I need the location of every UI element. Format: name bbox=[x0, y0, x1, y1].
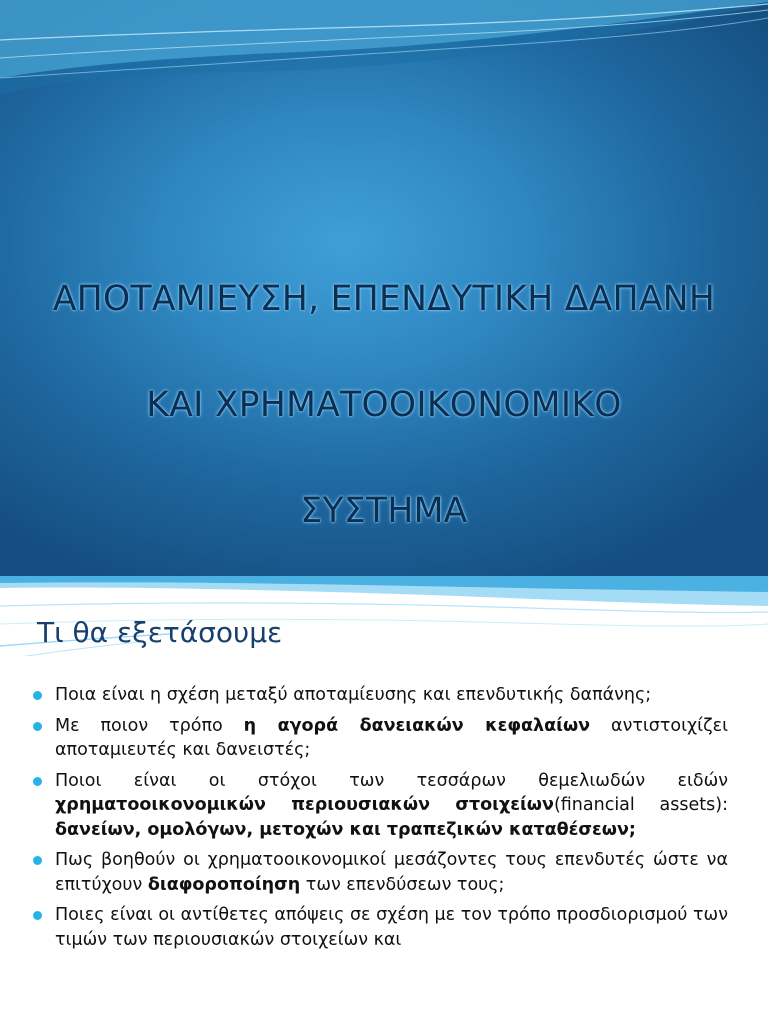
bullet-text: (financial assets): bbox=[553, 795, 728, 815]
bullet-dot-icon bbox=[33, 691, 42, 700]
title-line-2: ΚΑΙ ΧΡΗΜΑΤΟΟΙΚΟΝΟΜΙΚΟ bbox=[146, 385, 622, 425]
bullet-text: αντιστοιχίζει αποταμιευτές και δανειστές; bbox=[55, 715, 728, 760]
bullet-bold-text: διαφοροποίηση bbox=[147, 874, 301, 895]
title-line-1: ΑΠΟΤΑΜΙΕΥΣΗ, ΕΠΕΝΔΥΤΙΚΗ ΔΑΠΑΝΗ bbox=[52, 279, 716, 319]
bullet-item bbox=[32, 903, 728, 952]
slide-heading: Τι θα εξετάσουμε bbox=[37, 616, 283, 649]
bullet-text: των επενδύσεων τους; bbox=[300, 874, 505, 895]
bullet-bold-text: χρηματοοικονομικών περιουσιακών στοιχείων bbox=[55, 795, 554, 815]
bullet-text: Ποιοι είναι οι στόχοι των τεσσάρων θεμελιωδών ειδών bbox=[55, 770, 728, 791]
bullet-item bbox=[32, 848, 728, 897]
decorative-wave-top bbox=[0, 0, 768, 110]
bullet-item bbox=[32, 683, 728, 708]
bullet-dot-icon bbox=[33, 777, 42, 786]
bullet-item bbox=[32, 714, 728, 763]
bullet-text: Ποιες είναι οι αντίθετες απόψεις σε σχέση με τον τρόπο προσδιορισμού των τιμών των περιουσιακών στοιχείων και bbox=[55, 905, 728, 950]
bullet-text: Ποια είναι η σχέση μεταξύ αποταμίευσης και επενδυτικής δαπάνης; bbox=[55, 685, 652, 705]
bullet-list bbox=[32, 683, 728, 958]
content-slide bbox=[0, 576, 768, 1024]
bullet-dot-icon bbox=[33, 722, 42, 731]
bullet-text: Με ποιον τρόπο bbox=[55, 715, 244, 736]
slide-title bbox=[0, 220, 768, 576]
bullet-bold-text: δανείων, ομολόγων, μετοχών και τραπεζικών καταθέσεων; bbox=[55, 819, 636, 840]
bullet-bold-text: η αγορά δανειακών κεφαλαίων bbox=[243, 715, 591, 736]
bullet-dot-icon bbox=[33, 911, 42, 920]
bullet-item bbox=[32, 769, 728, 843]
bullet-dot-icon bbox=[33, 856, 42, 865]
bullet-text: Πως βοηθούν οι χρηματοοικονομικοί μεσάζοντες τους επενδυτές ώστε να επιτύχουν bbox=[55, 850, 728, 895]
title-line-3: ΣΥΣΤΗΜΑ bbox=[300, 491, 468, 531]
